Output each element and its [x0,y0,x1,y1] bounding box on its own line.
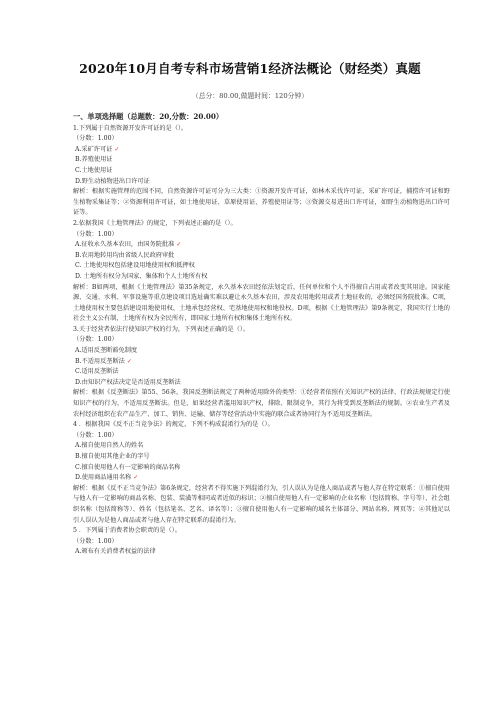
answer-option-text: D.野生动植物进出口许可证 [75,177,150,185]
answer-option [73,547,450,558]
answer-option-text: C.擅自使用他人有一定影响的商品名称 [75,463,181,471]
answer-option [73,155,450,166]
answer-option [73,378,450,389]
question-stem: 4 ．根据我国《反不正当竞争法》的规定，下列不构成混淆行为的是（）。 [73,421,274,429]
question-block [73,325,450,420]
section-heading: 一、单项选择题（总题数：20,分数：20.00） [73,112,224,121]
answer-option-text: A.征收永久基本农田，由国务院批准 [75,241,175,249]
answer-option-text: D.使用商品通用名称 [75,474,132,482]
question-score: （分数：1.00） [73,431,118,439]
answer-option-text: C. 土地使用权包括建设用地使用权和抵押权 [75,262,195,270]
answer-option-text: C.土地使用证 [75,166,113,174]
answer-option-text: A.颁布有关消费者权益的法律 [75,548,156,556]
answer-option [73,272,450,283]
question-block [73,219,450,325]
answer-explanation: 解析：根据实施管理的范围不同，自然资源许可证可分为三大类：①资源开发许可证，如林木采伐许可证、采矿许可证，捕捞许可证和野生植物采集证等；②资源利用许可证，如土地使用证、草原使用证、养殖使用证等；③资源交易进出口许可证，如野生动植物进出口许可证等。 [73,188,450,217]
question-block [73,526,450,558]
check-icon: ✓ [126,357,133,365]
answer-option [73,367,450,378]
answer-option-text: A.采矿许可证 [75,145,113,153]
question-score: （分数：1.00） [73,336,118,344]
question-stem: 3.关于经营者依法行使知识产权的行为，下列表述正确的是（）。 [73,325,250,333]
question-block [73,124,450,219]
answer-option [73,346,450,357]
question-stem: 1.下列属于自然资源开发许可证的是（）。 [73,124,188,132]
answer-option [73,240,450,251]
question-block [73,420,450,526]
document-meta: （总分：80.00,做题时间：120分钟） [191,92,309,100]
answer-option [73,441,450,452]
answer-option-text: C.适用反垄断法 [75,368,119,376]
answer-option-text: D. 土地所有权分为国家、集体和个人土地所有权 [75,272,208,280]
question-score: （分数：1.00） [73,230,118,238]
answer-explanation: 解析：根据《反垄断法》第55、56条，我国反垄断法规定了两种适用除外的类型：①经营者依照有关知识产权的法律、行政法规规定行使知识产权的行为，不适用反垄断法。但是，如果经营者滥用知识产权，排除、限制竞争，其行为将受到反垄断法的规制。②农业生产者及农村经济组织在农产品生产、加工、销售、运输、储存等经营活动中实施的联合或者协同行为不适用反垄断法。 [73,389,450,418]
answer-option [73,177,450,188]
answer-option [73,357,450,368]
answer-option-text: A.擅自使用自然人的姓名 [75,442,144,450]
answer-option [73,261,450,272]
question-stem: 2.依据我国《土地管理法》的规定，下列表述正确的是（）。 [73,219,237,227]
question-stem: 5 ．下列属于消费者协会职责的是（）。 [73,527,181,535]
check-icon: ✓ [176,241,182,249]
answer-option [73,452,450,463]
document-title: 2020年10月自考专科市场营销1经济法概论（财经类）真题 [79,61,421,76]
answer-option-text: B.擅自使用其他企业的字号 [75,453,150,460]
answer-option-text: D.由知识产权法决定是否适用反垄断法 [75,378,181,386]
answer-option-text: A.适用反垄断豁免制度 [75,347,138,355]
document-body [73,112,450,558]
answer-option [73,145,450,156]
answer-option [73,251,450,262]
check-icon: ✓ [114,145,120,153]
answer-explanation: 解析：B如两项，根据《土地管理法》第35条规定，永久基本农田经依法划定后，任何单位和个人不得擅自占用或者改变其用途。国家能源、交通、水利、军事设施等重点建设项目选址确实难以避让永久基本农田，涉及农用地转用或者土地征收的，必须经国务院批准。C项，土地使用权主要包括建设用地使用权、土地承包经营权、宅基地使用权和地役权。D项，根据《土地管理法》第9条规定，我国实行土地的社会主义公有制，土地所有权为全民所有，即国家土地所有权和集体土地所有权。 [73,283,450,323]
check-icon: ✓ [133,474,139,482]
question-score: （分数：1.00） [73,537,118,545]
answer-option-text: B.农用地转用均由省级人民政府审批 [75,251,175,259]
answer-explanation: 解析：根据《反不正当竞争法》第6条规定，经营者不得实施下列混淆行为，引人误认为是他人商品或者与他人存在特定联系：①擅自使用与他人有一定影响的商品名称、包装、装潢等相同或者近似的标识；②擅自使用他人有一定影响的企业名称（包括简称、字号等）、社会组织名称（包括简称等）、姓名（包括笔名、艺名、译名等）；③擅自使用他人有一定影响的域名主体部分、网站名称、网页等；④其他足以引人误认为是他人商品或者与他人存在特定联系的混淆行为。 [73,484,450,524]
answer-option-text: B.不适用反垄断法 [75,357,125,365]
question-score: （分数：1.00） [73,135,118,143]
answer-option [73,166,450,177]
answer-option-text: B.养殖使用证 [75,156,113,164]
answer-option [73,473,450,484]
question-list [73,124,450,558]
answer-option [73,463,450,474]
